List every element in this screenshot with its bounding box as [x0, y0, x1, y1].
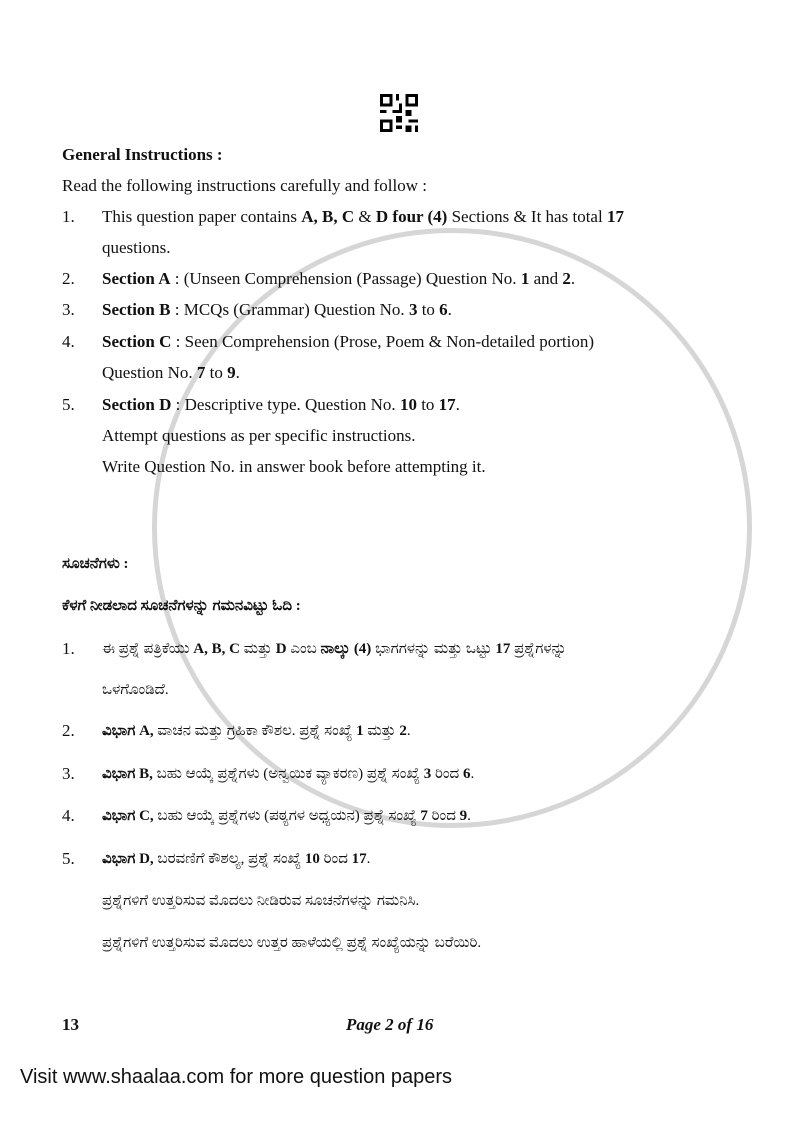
kannada-intro: ಕೆಳಗೆ ನೀಡಲಾದ ಸೂಚನೆಗಳನ್ನು ಗಮನವಿಟ್ಟು ಓದಿ : [62, 598, 301, 614]
list-item-continuation: ಒಳಗೊಂಡಿದೆ. [102, 682, 169, 698]
list-number: 2. [62, 269, 75, 288]
list-number: 1. [62, 639, 75, 658]
list-number: 3. [62, 300, 75, 319]
qr-code-icon [380, 94, 418, 132]
list-item: ವಿಭಾಗ D, ಬರವಣಿಗೆ ಕೌಶಲ್ಯ, ಪ್ರಶ್ನೆ ಸಂಖ್ಯೆ 10 ರಿಂದ 17. [102, 851, 371, 867]
english-intro: Read the following instructions carefully and follow : [62, 176, 427, 195]
list-number: 1. [62, 207, 75, 226]
list-item: ವಿಭಾಗ A, ವಾಚನ ಮತ್ತು ಗ್ರಹಿಕಾ ಕೌಶಲ. ಪ್ರಶ್ನೆ ಸಂಖ್ಯೆ 1 ಮತ್ತು 2. [102, 723, 411, 739]
general-instructions-heading: General Instructions : [62, 145, 223, 164]
list-item: Section C : Seen Comprehension (Prose, Poem & Non-detailed portion) [102, 332, 594, 351]
list-number: 3. [62, 764, 75, 783]
list-item: Section A : (Unseen Comprehension (Passage) Question No. 1 and 2. [102, 269, 576, 288]
list-item: This question paper contains A, B, C & D four (4) Sections & It has total 17 [102, 207, 624, 226]
list-item-continuation: questions. [102, 238, 171, 257]
list-item: Section B : MCQs (Grammar) Question No. 3 to 6. [102, 300, 452, 319]
paper-code: 13 [62, 1015, 79, 1034]
extra-instruction: Attempt questions as per specific instructions. [102, 426, 416, 445]
list-number: 5. [62, 395, 75, 414]
kannada-heading: ಸೂಚನೆಗಳು : [62, 556, 129, 572]
shaalaa-banner-link[interactable]: Visit www.shaalaa.com for more question papers [20, 1066, 453, 1088]
list-number: 5. [62, 849, 75, 868]
page-number: Page 2 of 16 [346, 1015, 434, 1034]
extra-instruction: ಪ್ರಶ್ನೆಗಳಿಗೆ ಉತ್ತರಿಸುವ ಮೊದಲು ಉತ್ತರ ಹಾಳೆಯಲ್ಲಿ ಪ್ರಶ್ನೆ ಸಂಖ್ಯೆಯನ್ನು ಬರೆಯಿರಿ. [102, 935, 482, 951]
list-item: ಈ ಪ್ರಶ್ನೆ ಪತ್ರಿಕೆಯು A, B, C ಮತ್ತು D ಎಂಬ ನಾಲ್ಕು (4) ಭಾಗಗಳನ್ನು ಮತ್ತು ಒಟ್ಟು 17 ಪ್ರಶ್ನೆಗಳನ್ನು [102, 641, 567, 657]
list-item: Section D : Descriptive type. Question No. 10 to 17. [102, 395, 460, 414]
extra-instruction: ಪ್ರಶ್ನೆಗಳಿಗೆ ಉತ್ತರಿಸುವ ಮೊದಲು ನೀಡಿರುವ ಸೂಚನೆಗಳನ್ನು ಗಮನಿಸಿ. [102, 893, 420, 909]
list-number: 2. [62, 721, 75, 740]
list-number: 4. [62, 332, 75, 351]
extra-instruction: Write Question No. in answer book before attempting it. [102, 457, 486, 476]
list-item: ವಿಭಾಗ C, ಬಹು ಆಯ್ಕೆ ಪ್ರಶ್ನೆಗಳು (ಪಠ್ಯಗಳ ಅಧ್ಯಯನ) ಪ್ರಶ್ನೆ ಸಂಖ್ಯೆ 7 ರಿಂದ 9. [102, 808, 471, 824]
list-item: ವಿಭಾಗ B, ಬಹು ಆಯ್ಕೆ ಪ್ರಶ್ನೆಗಳು (ಅನ್ವಯಿಕ ವ್ಯಾಕರಣ) ಪ್ರಶ್ನೆ ಸಂಖ್ಯೆ 3 ರಿಂದ 6. [102, 766, 475, 782]
list-item-continuation: Question No. 7 to 9. [102, 363, 240, 382]
list-number: 4. [62, 806, 75, 825]
